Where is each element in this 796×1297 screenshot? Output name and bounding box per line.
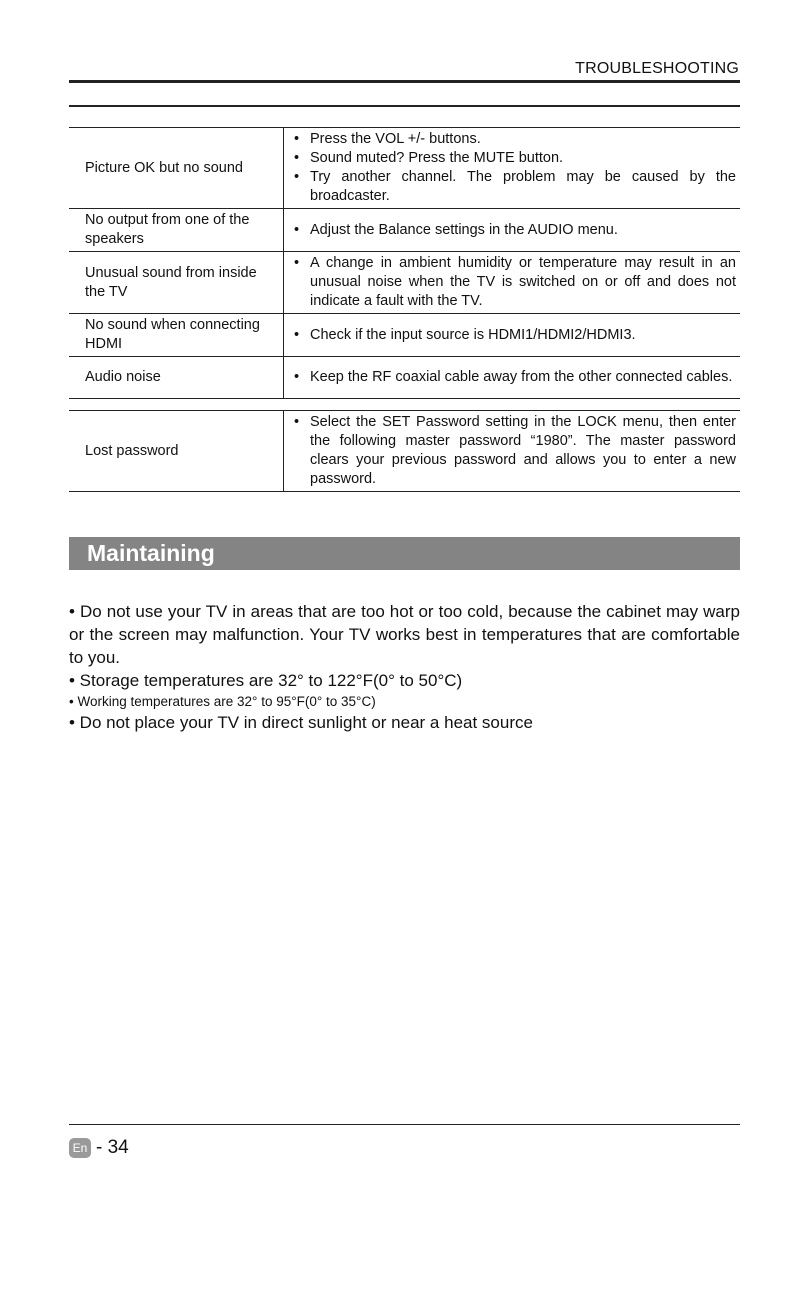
solution-cell <box>284 209 741 252</box>
maintenance-item: • Do not place your TV in direct sunlight or near a heat source <box>69 713 533 732</box>
problem-cell: Audio noise <box>69 357 284 399</box>
solution-item: • Check if the input source is HDMI1/HDMI2/HDMI3. <box>294 326 736 345</box>
header-divider <box>69 80 740 83</box>
solution-item: • Try another channel. The problem may be caused by the broadcaster. <box>294 168 736 206</box>
solution-item: • A change in ambient humidity or temperature may result in an unusual noise when the TV is switched on or off and does not indicate a fault with the TV. <box>294 254 736 311</box>
solution-cell <box>284 314 741 357</box>
section-title: Maintaining <box>87 540 215 566</box>
header-subdivider <box>69 105 740 107</box>
problem-cell: Lost password <box>69 411 284 492</box>
solution-item: • Sound muted? Press the MUTE button. <box>294 149 736 168</box>
solution-item: • Press the VOL +/- buttons. <box>294 130 736 149</box>
solution-item: • Select the SET Password setting in the LOCK menu, then enter the following master password “1980”. The master password clears your previous password and allows you to enter a new password. <box>294 413 736 489</box>
table-row <box>69 411 740 492</box>
troubleshooting-table <box>69 127 740 399</box>
solution-cell <box>284 411 741 492</box>
solution-item: • Keep the RF coaxial cable away from the other connected cables. <box>294 368 736 387</box>
maintenance-item: • Do not use your TV in areas that are too hot or too cold, because the cabinet may warp or the screen may malfunction. Your TV works best in temperatures that are comfortable to you. <box>69 602 740 667</box>
problem-cell: Picture OK but no sound <box>69 128 284 209</box>
language-badge: En <box>69 1138 91 1158</box>
problem-cell: No sound when connecting HDMI <box>69 314 284 357</box>
maintaining-content <box>69 600 740 734</box>
maintenance-item: • Storage temperatures are 32° to 122°F(0° to 50°C) <box>69 671 463 690</box>
solution-item: • Adjust the Balance settings in the AUDIO menu. <box>294 221 736 240</box>
page-number: - 34 <box>96 1137 129 1158</box>
table-row <box>69 252 740 314</box>
maintaining-section-bar <box>69 537 740 570</box>
solution-cell <box>284 252 741 314</box>
footer-divider <box>69 1124 740 1125</box>
problem-cell: Unusual sound from inside the TV <box>69 252 284 314</box>
table-row <box>69 209 740 252</box>
section-header-title: TROUBLESHOOTING <box>575 60 739 77</box>
solution-cell <box>284 357 741 399</box>
table-row <box>69 357 740 399</box>
problem-cell: No output from one of the speakers <box>69 209 284 252</box>
maintenance-item: • Working temperatures are 32° to 95°F(0° to 35°C) <box>69 694 376 709</box>
page-footer <box>69 1137 129 1159</box>
troubleshooting-table <box>69 410 740 492</box>
table-row <box>69 128 740 209</box>
table-row <box>69 314 740 357</box>
solution-cell <box>284 128 741 209</box>
